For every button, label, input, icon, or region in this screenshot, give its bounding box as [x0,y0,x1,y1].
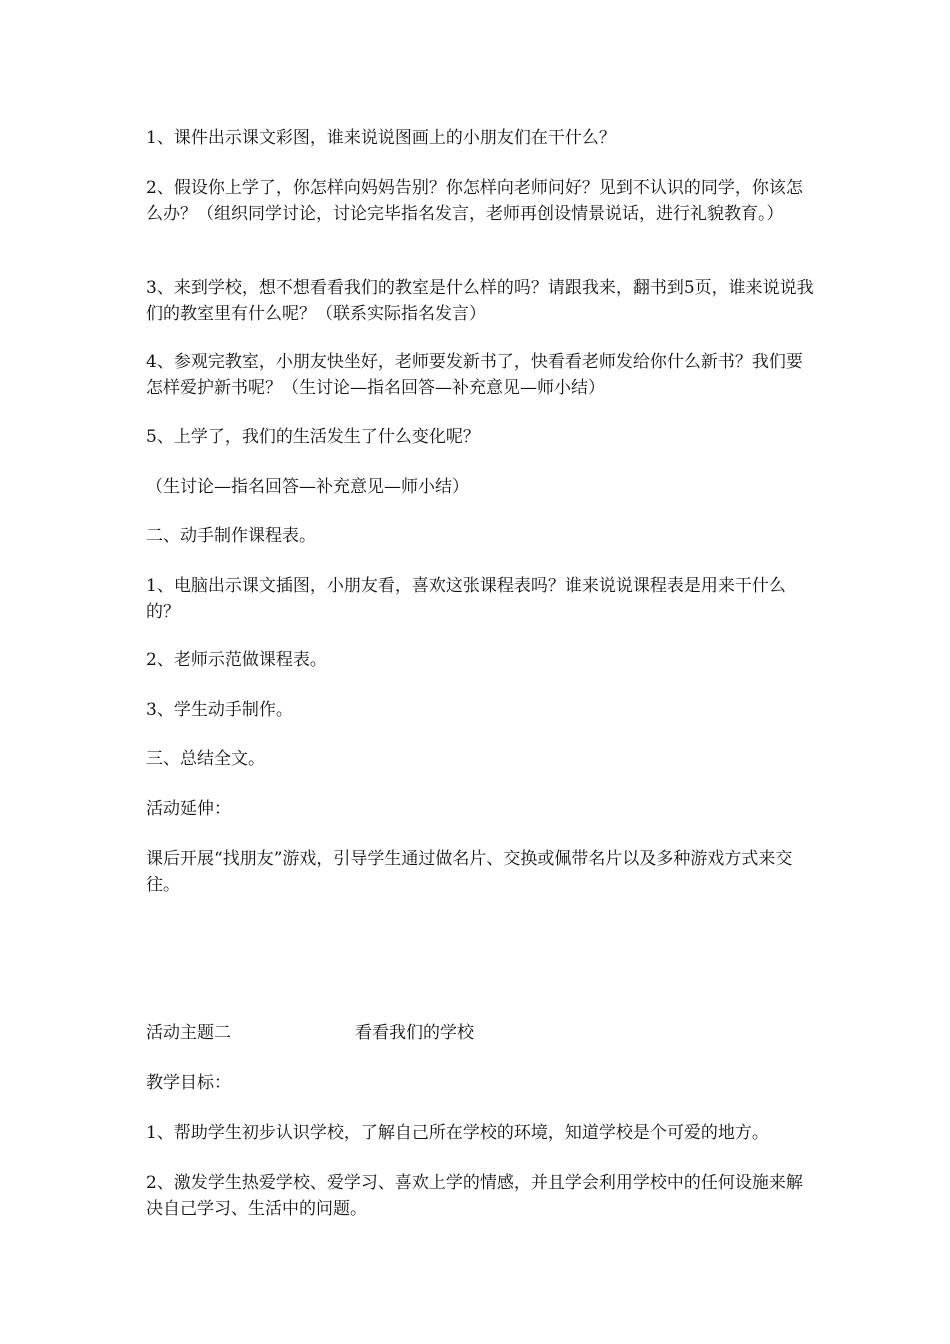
paragraph-10: 课后开展“找朋友”游戏，引导学生通过做名片、交换或佩带名片以及多种游戏方式来交往。 [146,849,793,895]
paragraph-9: 3、学生动手制作。 [146,700,293,720]
section-heading-2: 二、动手制作课程表。 [146,526,316,546]
section-heading-3: 三、总结全文。 [146,749,265,769]
paragraph-6: （生讨论—指名回答—补充意见—师小结） [146,477,469,497]
goal-2: 2、激发学生热爱学校、爱学习、喜欢上学的情感，并且学会利用学校中的任何设施来解决自己学习、生活中的问题。 [146,1173,803,1219]
teaching-goals-label: 教学目标： [146,1073,231,1093]
paragraph-8: 2、老师示范做课程表。 [146,650,327,670]
paragraph-2: 2、假设你上学了，你怎样向妈妈告别？你怎样向老师问好？见到不认识的同学，你该怎么办？（组织同学讨论，讨论完毕指名发言，老师再创设情景说话，进行礼貌教育。） [146,178,803,224]
paragraph-4: 4、参观完教室，小朋友快坐好，老师要发新书了，快看看老师发给你什么新书？我们要怎样爱护新书呢？（生讨论—指名回答—补充意见—师小结） [146,352,803,398]
paragraph-3: 3、来到学校，想不想看看我们的教室是什么样的吗？请跟我来，翻书到5页，谁来说说我们的教室里有什么呢？（联系实际指名发言） [146,278,814,324]
paragraph-1: 1、课件出示课文彩图，谁来说说图画上的小朋友们在干什么？ [146,128,616,148]
paragraph-5: 5、上学了，我们的生活发生了什么变化呢？ [146,427,480,447]
theme-title: 看看我们的学校 [355,1023,474,1043]
paragraph-7: 1、电脑出示课文插图，小朋友看，喜欢这张课程表吗？谁来说说课程表是用来干什么的？ [146,576,786,622]
activity-extension-label: 活动延伸： [146,799,231,819]
theme-label: 活动主题二 [146,1023,231,1043]
goal-1: 1、帮助学生初步认识学校，了解自己所在学校的环境，知道学校是个可爱的地方。 [146,1123,769,1143]
